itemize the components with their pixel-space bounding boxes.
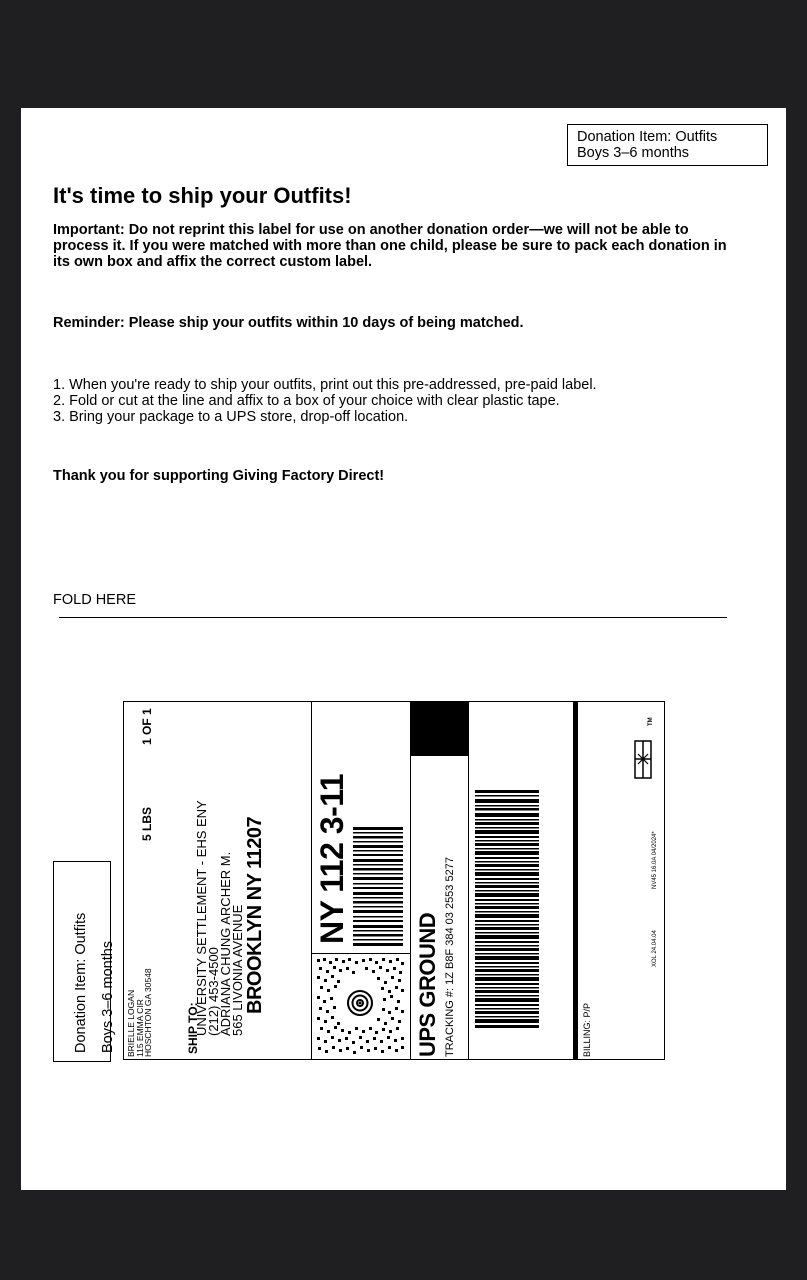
- donation-tag-size: Boys 3–6 months: [577, 145, 690, 161]
- ship-to-label: SHIP TO:: [186, 1002, 200, 1054]
- service-level: UPS GROUND: [415, 912, 440, 1057]
- routing-code: NY 112 3-11: [314, 773, 350, 944]
- billing-info: BILLING: P/P: [582, 1002, 592, 1057]
- recipient-line: 565 LIVONIA AVENUE: [230, 904, 245, 1036]
- donation-tag: [567, 124, 768, 166]
- sender-line: HOSCHTON GA 30548: [143, 968, 153, 1057]
- routing-barcode: [353, 827, 403, 947]
- ups-shipping-label: [123, 701, 665, 1060]
- side-donation-tag: [53, 861, 116, 1062]
- version-code: XOL 24.04.04: [652, 930, 658, 967]
- donation-tag-item: Donation Item: Outfits: [577, 129, 718, 145]
- version-code-secondary: NV45 16.0A 04/2024*: [652, 831, 658, 889]
- recipient-city: BROOKLYN NY 11207: [244, 816, 266, 1014]
- page-title: It's time to ship your Outfits!: [53, 183, 352, 208]
- tracking-number: TRACKING #: 1Z B8F 384 03 2553 5277: [444, 857, 456, 1057]
- sender-line: 115 EMMA CIR: [134, 999, 145, 1057]
- recipient-line: (212) 453-4500: [206, 947, 221, 1036]
- sender-address: [127, 968, 153, 1057]
- recipient-address: [196, 800, 244, 1054]
- trademark-symbol: TM: [648, 717, 654, 726]
- fold-line: [59, 617, 727, 618]
- shipping-steps: [53, 377, 597, 425]
- side-tag-item: Donation Item: Outfits: [73, 912, 89, 1053]
- label-sheet: [21, 108, 786, 1190]
- step-item: 1. When you're ready to ship your outfits, print out this pre-addressed, pre-paid label.: [53, 377, 597, 393]
- thank-you-message: Thank you for supporting Giving Factory Direct!: [53, 468, 385, 484]
- step-item: 2. Fold or cut at the line and affix to a box of your choice with clear plastic tape.: [53, 393, 560, 409]
- package-symbol-icon: [634, 740, 652, 779]
- recipient-line: ADRIANA CHUNG ARCHER M.: [218, 851, 233, 1036]
- side-tag-size: Boys 3–6 months: [100, 940, 116, 1053]
- reminder-notice: Reminder: Please ship your outfits within 10 days of being matched.: [53, 315, 524, 331]
- important-notice: Important: Do not reprint this label for use on another donation order—we will not be able to process it. If you were matched with more than one child, please be sure to pack each donation in its own box and affix the correct custom label.: [53, 222, 727, 270]
- maxicode-icon: [315, 956, 407, 1057]
- sender-line: BRIELLE LOGAN: [126, 989, 136, 1057]
- recipient-line: UNIVERSITY SETTLEMENT - EHS ENY: [194, 800, 209, 1036]
- step-item: 3. Bring your package to a UPS store, drop-off location.: [53, 409, 409, 425]
- package-count: 1 OF 1: [140, 708, 154, 745]
- package-weight: 5 LBS: [140, 806, 154, 841]
- fold-here-label: FOLD HERE: [53, 592, 136, 608]
- tracking-barcode: [475, 790, 539, 1030]
